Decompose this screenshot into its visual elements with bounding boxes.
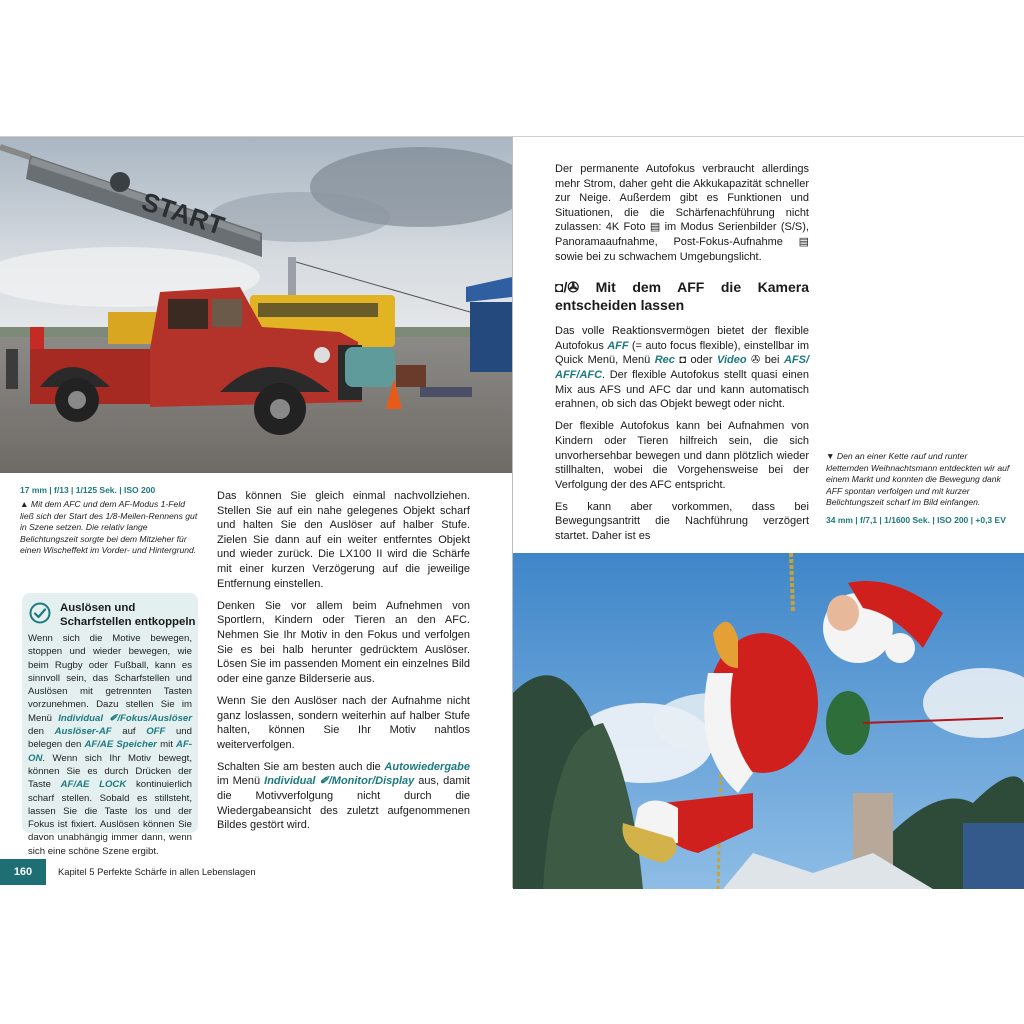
paragraph: Es kann aber vorkommen, dass bei Bewegungsantritt die Nachführung verzögert startet. Daher ist es [555, 500, 809, 543]
book-spread [0, 136, 1024, 888]
paragraph: Schalten Sie am besten auch die Autowiedergabe im Menü Individual ✐/Monitor/Display aus, damit die Motivverfolgung nicht durch die Wiedergabeansicht des zuletzt aufgenommenen Bildes gestört wird. [217, 760, 470, 832]
right-page [513, 136, 1024, 889]
checkmark-circle-icon [29, 602, 51, 624]
banner-text: START [138, 186, 229, 241]
left-body-text [217, 489, 470, 840]
left-caption-text [20, 499, 200, 557]
caption-triangle-up-icon: ▲ [20, 499, 29, 509]
tip-box [22, 593, 198, 857]
section-heading: ◘/✇ Mit dem AFF die Kamera entscheiden lassen [555, 279, 809, 314]
santa-photo [513, 553, 1024, 889]
paragraph: Der permanente Autofokus verbraucht allerdings mehr Strom, daher geht die Akkukapazität schneller zur Neige. Außerdem gibt es Funktionen und Situationen, die die Schärfenachführung nicht zulassen: 4K Foto ▤ im Modus Serienbilder (S/S), Panoramaaufnahme, Post-Fokus-Aufnahme ▤ sowie bei zu schwachem Umgebungslicht. [555, 163, 809, 263]
right-body-text [555, 162, 809, 551]
right-photo-caption [826, 451, 1011, 525]
tip-text: Wenn sich die Motive bewegen, stoppen und wieder bewegen, wie beim Rugby oder Fußball, kann es sinnvoll sein, das Scharfstellen und Auslösen mit getrennten Tasten vorzunehmen. Dazu stellen Sie im Menü Individual ✐/Fokus/Auslöser den Auslöser-AF auf OFF und belegen den AF/AE Speicher mit AF-ON. Wenn sich Ihr Motiv bewegt, können Sie es durch Drücken der Taste AF/AE LOCK kontinuierlich scharf stellen. Sobald es stillsteht, lassen Sie die Taste los und der Fokus ist fixiert. Auslösen können Sie davon unabhängig immer dann, wenn sich eine schöne Szene ergibt. [28, 633, 192, 857]
race-start-photo [0, 137, 512, 473]
left-exif-data: 17 mm | f/13 | 1/125 Sek. | ISO 200 [20, 485, 156, 495]
right-exif-data: 34 mm | f/7,1 | 1/1600 Sek. | ISO 200 | +0,3 EV [826, 514, 1006, 525]
paragraph: Das können Sie gleich einmal nachvollziehen. Stellen Sie auf ein nahe gelegenes Objekt scharf und halten Sie den Auslöser auf halber Stufe. Zielen Sie dann auf ein weiter entferntes Objekt und wieder zurück. Die LX100 II wird die Schärfe mit einer kurzen Verzögerung auf die jeweilige Entfernung einstellen. [217, 490, 470, 590]
left-photo-caption [20, 485, 200, 557]
chapter-title: Kapitel 5 Perfekte Schärfe in allen Lebenslagen [58, 866, 256, 877]
caption-triangle-down-icon: ▼ [826, 451, 835, 461]
paragraph: Wenn Sie den Auslöser nach der Aufnahme nicht ganz loslassen, sondern weiterhin auf halber Stufe halten, können Sie Ihr Motiv nahtlos weiterverfolgen. [217, 694, 470, 751]
paragraph: Der flexible Autofokus kann bei Aufnahmen von Kindern oder Tieren hilfreich sein, die sich unvorhersehbar bewegen und dann plötzlich wieder stillhalten, wobei die Vorgehensweise bei der Verfolgung der des AFC entspricht. [555, 420, 809, 491]
left-caption-body: Mit dem AFC und dem AF-Modus 1-Feld ließ sich der Start des 1/8-Meilen-Rennens gut in Szene setzen. Die relativ lange Belichtungszeit sorgte bei dem Mitzieher für einen Wischeffekt im Vorder- und Hintergrund. [20, 499, 198, 556]
paragraph: Das volle Reaktionsvermögen bietet der flexible Autofokus AFF (= auto focus flexible), einstellbar im Quick Menü, Menü Rec ◘ oder Video ✇ bei AFS/ AFF/AFC. Der flexible Autofokus stellt quasi einen Mix aus AFS und AFC dar und kann automatisch erahnen, ob sich das Objekt bewegt oder nicht. [555, 325, 809, 411]
paragraph: Denken Sie vor allem beim Aufnehmen von Sportlern, Kindern oder Tieren an den AFC. Nehmen Sie Ihr Motiv in den Fokus und verfolgen Sie es bei halb herunter gedrücktem Auslöser. Lösen Sie im passenden Moment ein einzelnes Bild oder eine ganze Bilderserie aus. [217, 599, 470, 685]
tip-title: Auslösen und Scharfstellen entkoppeln [60, 602, 196, 628]
page-number: 160 [0, 859, 46, 885]
left-page [0, 136, 512, 889]
right-caption-text [826, 451, 1011, 509]
right-caption-body: Den an einer Kette rauf und runter kletternden Weihnachtsmann entdeckten wir auf einem Markt und konnten die Bewegung dank AFF spontan verfolgen und mit kurzer Belichtungszeit scharf im Bild einfangen. [826, 451, 1010, 508]
